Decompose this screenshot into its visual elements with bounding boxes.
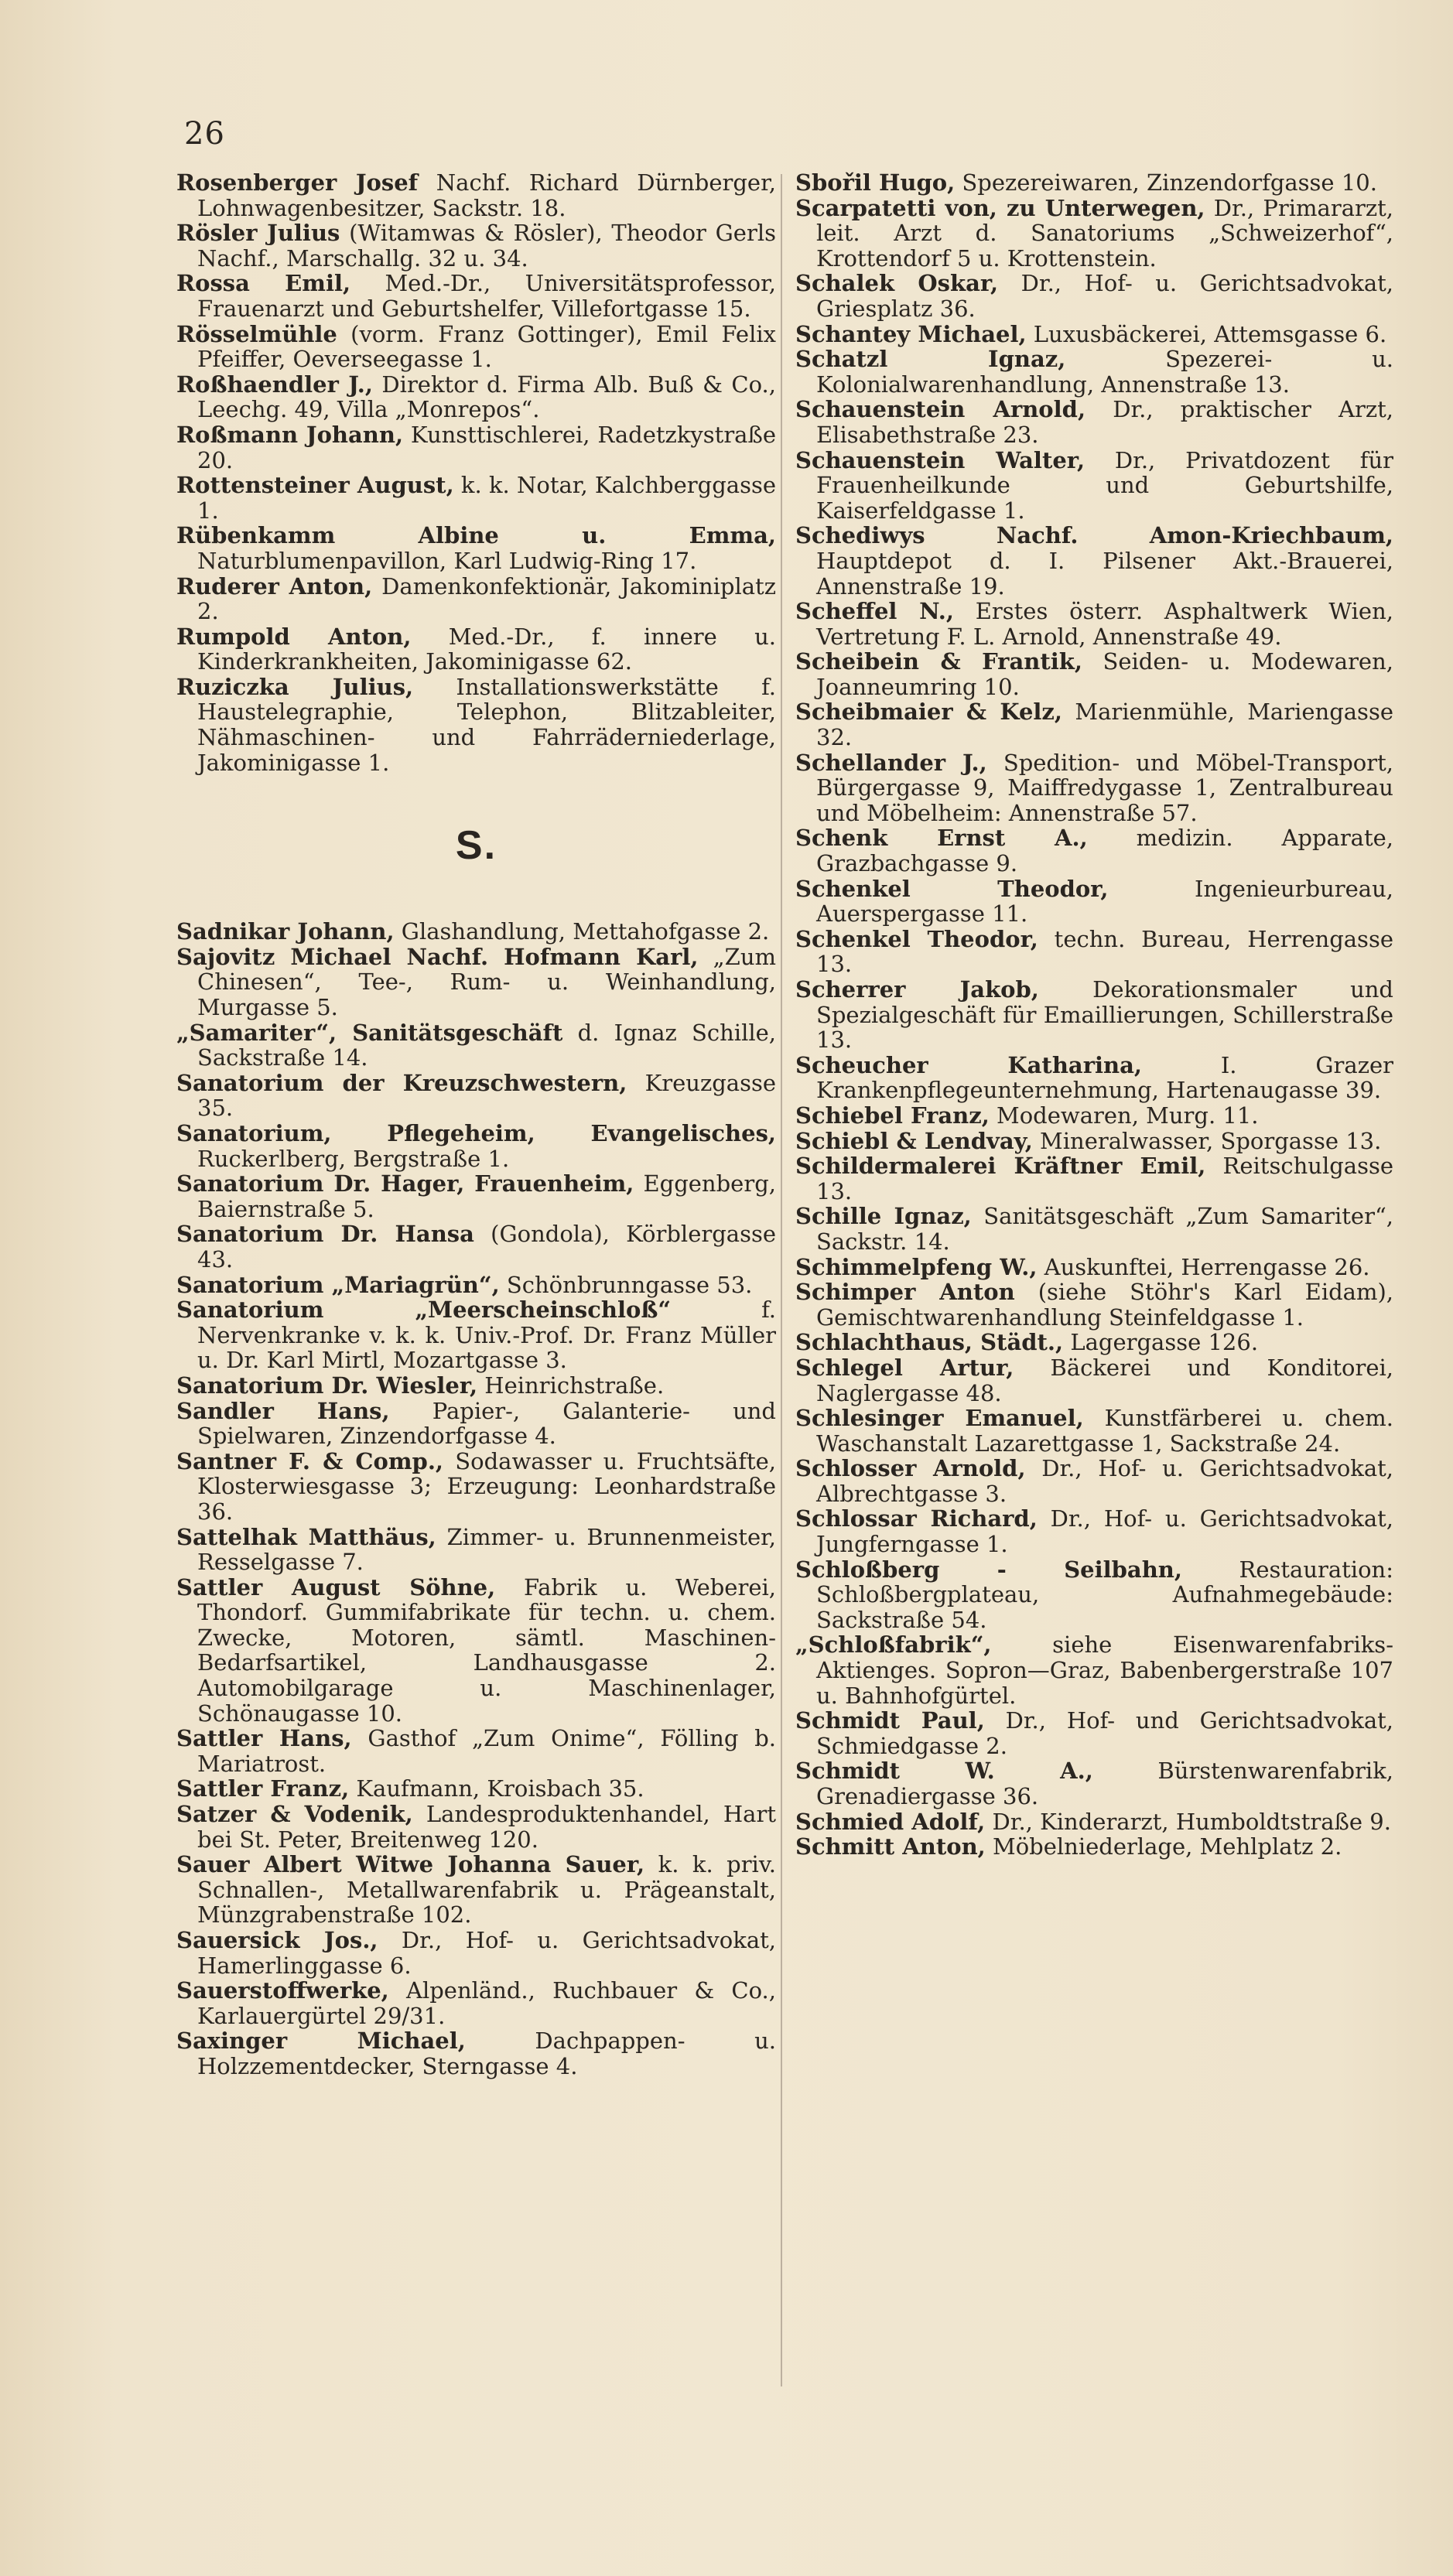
directory-entry bbox=[795, 1153, 1393, 1204]
entry-name: Scherrer Jakob, bbox=[795, 976, 1039, 1003]
section-letter: S. bbox=[455, 823, 497, 869]
entry-name: Scheibein & Frantik, bbox=[795, 648, 1082, 675]
directory-entry bbox=[176, 1525, 776, 1575]
entry-details: Papier-, Galanterie- und Spielwaren, Zinzendorfgasse 4. bbox=[197, 1397, 776, 1450]
entry-details: Dr., praktischer Arzt, Elisabethstraße 23. bbox=[816, 396, 1393, 448]
directory-entry bbox=[176, 945, 776, 1020]
entry-name: Schantey Michael, bbox=[795, 320, 1027, 347]
entry-name: Sanatorium Dr. Wiesler, bbox=[176, 1372, 478, 1399]
entry-name: Schenkel Theodor, bbox=[795, 875, 1109, 902]
entry-name: Schalek Oskar, bbox=[795, 270, 999, 297]
entry-details: Dr., Kinderarzt, Humboldtstraße 9. bbox=[985, 1808, 1391, 1835]
directory-entry bbox=[795, 170, 1393, 196]
entry-details: Kunsttischlerei, Radetzkystraße 20. bbox=[197, 421, 776, 473]
entry-name: Schiebel Franz, bbox=[795, 1102, 990, 1129]
directory-entry bbox=[176, 220, 776, 271]
entry-name: Schellander J., bbox=[795, 749, 987, 776]
entry-details: Dachpappen- u. Holzzementdecker, Sterngasse 4. bbox=[197, 2028, 776, 2079]
directory-entry bbox=[795, 271, 1393, 321]
page-number: 26 bbox=[184, 116, 225, 152]
directory-entry bbox=[176, 1928, 776, 1978]
directory-entry bbox=[795, 599, 1393, 649]
entry-details: I. Grazer Krankenpflegeunternehmung, Hartenaugasse 39. bbox=[816, 1051, 1393, 1104]
entry-details: k. k. Notar, Kalchberggasse 1. bbox=[197, 472, 776, 524]
directory-entry bbox=[795, 1506, 1393, 1556]
entry-name: Sauer Albert Witwe Johanna Sauer, bbox=[176, 1851, 645, 1878]
directory-entry bbox=[176, 919, 776, 945]
directory-entry bbox=[795, 196, 1393, 272]
entry-name: Schlesinger Emanuel, bbox=[795, 1405, 1084, 1432]
directory-entry bbox=[795, 927, 1393, 977]
directory-entry bbox=[795, 825, 1393, 876]
directory-entry bbox=[795, 750, 1393, 826]
directory-entry bbox=[176, 271, 776, 321]
directory-entry bbox=[795, 977, 1393, 1053]
entry-name: Sanatorium „Mariagrün“, bbox=[176, 1271, 500, 1298]
entry-details: Erstes österr. Asphaltwerk Wien, Vertretung F. L. Arnold, Annenstraße 49. bbox=[816, 598, 1393, 650]
entry-name: Rosenberger Josef bbox=[176, 169, 419, 196]
directory-entry bbox=[176, 1449, 776, 1525]
directory-entry bbox=[176, 1071, 776, 1121]
directory-entry bbox=[176, 170, 776, 220]
directory-entry bbox=[176, 1171, 776, 1221]
entry-name: Scheffel N., bbox=[795, 598, 954, 625]
entry-name: Ruderer Anton, bbox=[176, 572, 373, 600]
entry-details: Sanitätsgeschäft „Zum Samariter“, Sackstr. 14. bbox=[816, 1203, 1393, 1255]
entry-details: Dr., Hof- u. Gerichtsadvokat, Hamerlinggasse 6. bbox=[197, 1927, 776, 1979]
entry-name: Schimper Anton bbox=[795, 1279, 1015, 1306]
entry-name: Schediwys Nachf. Amon-Kriechbaum, bbox=[795, 522, 1393, 549]
entry-name: Sanatorium „Meerscheinschloß“ bbox=[176, 1297, 672, 1324]
entry-details: Landesproduktenhandel, Hart bei St. Peter, Breitenweg 120. bbox=[197, 1801, 776, 1853]
directory-entry bbox=[176, 523, 776, 573]
entry-name: Schlosser Arnold, bbox=[795, 1455, 1026, 1482]
entry-details: (Gondola), Körblergasse 43. bbox=[197, 1221, 777, 1273]
directory-entry bbox=[795, 1834, 1393, 1860]
directory-entry bbox=[176, 2028, 776, 2079]
directory-entry bbox=[176, 1121, 776, 1171]
directory-entry bbox=[795, 1129, 1393, 1154]
entry-name: Schmidt Paul, bbox=[795, 1707, 985, 1734]
directory-entry bbox=[795, 1557, 1393, 1633]
directory-entry bbox=[176, 322, 776, 372]
directory-entry bbox=[176, 574, 776, 624]
directory-entry bbox=[795, 322, 1393, 347]
entry-name: Rottensteiner August, bbox=[176, 472, 454, 499]
directory-entry bbox=[795, 1330, 1393, 1355]
entry-details: (vorm. Franz Gottinger), Emil Felix Pfeiffer, Oeverseegasse 1. bbox=[197, 320, 776, 373]
entry-name: Rumpold Anton, bbox=[176, 623, 412, 650]
entry-details: Sodawasser u. Fruchtsäfte, Klosterwiesgasse 3; Erzeugung: Leonhardstraße 36. bbox=[197, 1447, 776, 1525]
entry-name: Santner F. & Comp., bbox=[176, 1447, 444, 1474]
directory-entry bbox=[176, 1399, 776, 1449]
entry-details: Lagergasse 126. bbox=[1063, 1329, 1259, 1356]
entry-details: Eggenberg, Baiernstraße 5. bbox=[197, 1170, 776, 1222]
entry-details: d. Ignaz Schille, Sackstraße 14. bbox=[197, 1019, 776, 1071]
entry-name: Saxinger Michael, bbox=[176, 2028, 466, 2055]
entry-name: Sanatorium Dr. Hansa bbox=[176, 1221, 474, 1248]
entry-details: f. Nervenkranke v. k. k. Univ.-Prof. Dr. Franz Müller u. Dr. Karl Mirtl, Mozartgasse 3. bbox=[197, 1297, 776, 1374]
entry-name: Scarpatetti von, zu Unterwegen, bbox=[795, 194, 1205, 221]
entry-name: Sattler August Söhne, bbox=[176, 1573, 496, 1601]
entry-details: Gasthof „Zum Onime“, Fölling b. Mariatrost. bbox=[197, 1725, 776, 1777]
entry-details: Hauptdepot d. I. Pilsener Akt.-Brauerei, Annenstraße 19. bbox=[816, 547, 1393, 600]
entry-details: Bürstenwarenfabrik, Grenadiergasse 36. bbox=[816, 1758, 1393, 1809]
directory-entry bbox=[176, 1273, 776, 1298]
entry-name: Schauenstein Arnold, bbox=[795, 396, 1086, 423]
directory-entry bbox=[795, 523, 1393, 599]
entry-details: medizin. Apparate, Grazbachgasse 9. bbox=[816, 825, 1394, 877]
left-column bbox=[176, 170, 776, 2079]
entry-details: Fabrik u. Weberei, Thondorf. Gummifabrikate für techn. u. chem. Zwecke, Motoren, sämtl. Maschinen-Bedarfsartikel, Landhausgasse 2. Automobilgarage u. Maschinenlager, Schönaugasse 10. bbox=[197, 1573, 776, 1727]
entry-name: Rösler Julius bbox=[176, 220, 340, 247]
directory-entry bbox=[795, 1103, 1393, 1129]
directory-entry bbox=[176, 372, 776, 422]
entry-name: Schenk Ernst A., bbox=[795, 825, 1088, 852]
entry-name: Schmied Adolf, bbox=[795, 1808, 986, 1835]
entry-details: Restauration: Schloßbergplateau, Aufnahmegebäude: Sackstraße 54. bbox=[816, 1556, 1393, 1633]
directory-entry bbox=[795, 1406, 1393, 1456]
entry-details: Dr., Hof- u. Gerichtsadvokat, Griesplatz 36. bbox=[816, 270, 1394, 322]
directory-entry bbox=[795, 448, 1393, 524]
entry-details: Nachf. Richard Dürnberger, Lohnwagenbesitzer, Sackstr. 18. bbox=[197, 169, 776, 221]
entry-name: Schille Ignaz, bbox=[795, 1203, 972, 1230]
entry-details: Spezereiwaren, Zinzendorfgasse 10. bbox=[955, 169, 1377, 196]
directory-entry bbox=[795, 1279, 1393, 1330]
entries-s-right bbox=[795, 170, 1393, 1860]
entry-details: Alpenländ., Ruchbauer & Co., Karlauergürtel 29/31. bbox=[197, 1977, 776, 2029]
entry-name: Schiebl & Lendvay, bbox=[795, 1127, 1033, 1154]
entry-name: Roßhaendler J., bbox=[176, 371, 373, 398]
entry-details: Mineralwasser, Sporgasse 13. bbox=[1032, 1127, 1382, 1154]
entry-name: Sadnikar Johann, bbox=[176, 918, 395, 945]
entry-details: Kaufmann, Kroisbach 35. bbox=[349, 1775, 644, 1802]
entry-details: Schönbrunngasse 53. bbox=[499, 1271, 753, 1298]
entry-details: Installationswerkstätte f. Haustelegraphie, Telephon, Blitzableiter, Nähmaschinen- und Fahrräderniederlage, Jakominigasse 1. bbox=[197, 673, 776, 776]
entry-details: Ruckerlberg, Bergstraße 1. bbox=[197, 1145, 510, 1172]
directory-entry bbox=[176, 422, 776, 473]
entry-name: Schmitt Anton, bbox=[795, 1833, 986, 1860]
directory-entry bbox=[795, 1758, 1393, 1809]
directory-entry bbox=[795, 649, 1393, 699]
entry-details: techn. Bureau, Herrengasse 13. bbox=[816, 925, 1393, 978]
entry-name: Rösselmühle bbox=[176, 320, 337, 347]
entry-name: Sanatorium der Kreuzschwestern, bbox=[176, 1069, 627, 1096]
directory-entry bbox=[795, 1053, 1393, 1103]
entry-details: Damenkonfektionär, Jakominiplatz 2. bbox=[197, 572, 776, 625]
entries-r bbox=[176, 170, 776, 775]
entry-details: Spedition- und Möbel-Transport, Bürgergasse 9, Maiffredygasse 1, Zentralbureau und Möbelheim: Annenstraße 57. bbox=[816, 749, 1394, 826]
entry-name: Scheibmaier & Kelz, bbox=[795, 699, 1062, 726]
directory-entry bbox=[795, 1708, 1393, 1758]
directory-entry bbox=[795, 1355, 1393, 1406]
entry-name: Schloßberg - Seilbahn, bbox=[795, 1556, 1182, 1583]
entry-details: siehe Eisenwarenfabriks-Aktienges. Sopron—Graz, Babenbergerstraße 107 u. Bahnhofgürtel. bbox=[816, 1631, 1393, 1709]
entry-name: Sandler Hans, bbox=[176, 1397, 390, 1424]
entry-details: k. k. priv. Schnallen-, Metallwarenfabrik u. Prägeanstalt, Münzgrabenstraße 102. bbox=[197, 1851, 776, 1929]
entry-name: Sajovitz Michael Nachf. Hofmann Karl, bbox=[176, 943, 699, 970]
directory-entry bbox=[795, 347, 1393, 397]
entry-details: Ingenieurbureau, Auerspergasse 11. bbox=[816, 875, 1393, 928]
entry-details: Kreuzgasse 35. bbox=[197, 1069, 776, 1122]
entry-details: Direktor d. Firma Alb. Buß & Co., Leechg. 49, Villa „Monrepos“. bbox=[197, 371, 776, 423]
directory-entry bbox=[176, 1020, 776, 1071]
directory-entry bbox=[176, 1978, 776, 2028]
entry-name: Sanatorium Dr. Hager, Frauenheim, bbox=[176, 1170, 634, 1197]
entry-name: Schlossar Richard, bbox=[795, 1505, 1038, 1532]
entry-name: Ruziczka Julius, bbox=[176, 673, 414, 700]
directory-entry bbox=[176, 1221, 776, 1272]
entry-name: Sbořil Hugo, bbox=[795, 169, 956, 196]
entry-details: Glashandlung, Mettahofgasse 2. bbox=[394, 918, 770, 945]
entry-details: Auskunftei, Herrengasse 26. bbox=[1037, 1253, 1370, 1280]
directory-entry bbox=[176, 1776, 776, 1802]
entry-details: Dr., Hof- u. Gerichtsadvokat, Albrechtgasse 3. bbox=[816, 1455, 1394, 1507]
entry-name: Sauerstoffwerke, bbox=[176, 1977, 389, 2004]
entry-details: Reitschulgasse 13. bbox=[816, 1153, 1393, 1204]
directory-entry bbox=[795, 1255, 1393, 1280]
entry-details: Bäckerei und Konditorei, Naglergasse 48. bbox=[816, 1354, 1393, 1406]
directory-entry bbox=[795, 1204, 1393, 1254]
directory-entry bbox=[795, 1632, 1393, 1708]
entry-name: Schlegel Artur, bbox=[795, 1354, 1014, 1381]
entry-name: Schildermalerei Kräftner Emil, bbox=[795, 1153, 1206, 1180]
entry-details: Dr., Primararzt, leit. Arzt d. Sanatoriums „Schweizerhof“, Krottendorf 5 u. Krottenstein. bbox=[816, 194, 1393, 272]
entry-name: Rübenkamm Albine u. Emma, bbox=[176, 522, 776, 549]
directory-entry bbox=[176, 624, 776, 675]
entry-name: Roßmann Johann, bbox=[176, 421, 404, 448]
entry-details: Kunstfärberei u. chem. Waschanstalt Lazarettgasse 1, Sackstraße 24. bbox=[816, 1405, 1393, 1457]
entry-name: Sattler Hans, bbox=[176, 1725, 352, 1752]
entry-name: Scheucher Katharina, bbox=[795, 1051, 1142, 1078]
directory-entry bbox=[795, 699, 1393, 750]
entry-details: Naturblumenpavillon, Karl Ludwig-Ring 17. bbox=[197, 547, 697, 574]
directory-entry bbox=[176, 1575, 776, 1727]
entry-name: Schatzl Ignaz, bbox=[795, 346, 1066, 373]
entries-s-left bbox=[176, 919, 776, 2079]
entry-name: Sauersick Jos., bbox=[176, 1927, 378, 1953]
entry-details: Dr., Hof- u. Gerichtsadvokat, Jungferngasse 1. bbox=[816, 1505, 1394, 1558]
right-column bbox=[795, 170, 1393, 1860]
entry-name: Schmidt W. A., bbox=[795, 1758, 1093, 1785]
directory-entry bbox=[176, 1802, 776, 1852]
entry-name: „Samariter“, Sanitätsgeschäft bbox=[176, 1019, 563, 1046]
entry-details: Zimmer- u. Brunnenmeister, Resselgasse 7. bbox=[197, 1523, 776, 1576]
entry-details: Med.-Dr., Universitätsprofessor, Frauenarzt und Geburtshelfer, Villefortgasse 15. bbox=[197, 270, 776, 322]
entry-name: Sattelhak Matthäus, bbox=[176, 1523, 436, 1550]
entry-details: Heinrichstraße. bbox=[477, 1372, 665, 1399]
column-divider bbox=[781, 174, 782, 2386]
directory-entry bbox=[176, 1373, 776, 1399]
directory-entry bbox=[795, 876, 1393, 927]
entry-details: Möbelniederlage, Mehlplatz 2. bbox=[985, 1833, 1342, 1860]
entry-name: „Schloßfabrik“, bbox=[795, 1631, 992, 1659]
entry-details: (Witamwas & Rösler), Theodor Gerls Nachf., Marschallg. 32 u. 34. bbox=[197, 220, 776, 272]
entry-details: (siehe Stöhr's Karl Eidam), Gemischtwarenhandlung Steinfeldgasse 1. bbox=[816, 1279, 1393, 1331]
entry-name: Schenkel Theodor, bbox=[795, 925, 1038, 952]
entry-name: Schimmelpfeng W., bbox=[795, 1253, 1038, 1280]
entry-name: Schlachthaus, Städt., bbox=[795, 1329, 1064, 1356]
entry-details: Dekorationsmaler und Spezialgeschäft für Emaillierungen, Schillerstraße 13. bbox=[816, 976, 1393, 1054]
entry-details: Luxusbäckerei, Attemsgasse 6. bbox=[1026, 320, 1387, 347]
directory-entry bbox=[795, 1809, 1393, 1835]
directory-entry bbox=[176, 473, 776, 523]
directory-entry bbox=[176, 675, 776, 775]
entry-details: Dr., Hof- und Gerichtsadvokat, Schmiedgasse 2. bbox=[816, 1707, 1394, 1759]
entry-details: Spezerei- u. Kolonialwarenhandlung, Annenstraße 13. bbox=[816, 346, 1394, 398]
entry-name: Schauenstein Walter, bbox=[795, 446, 1085, 473]
directory-entry bbox=[176, 1297, 776, 1373]
entry-details: Dr., Privatdozent für Frauenheilkunde und Geburtshilfe, Kaiserfeldgasse 1. bbox=[816, 446, 1393, 524]
entry-name: Sattler Franz, bbox=[176, 1775, 350, 1802]
entry-details: Med.-Dr., f. innere u. Kinderkrankheiten, Jakominigasse 62. bbox=[197, 623, 776, 675]
entry-details: „Zum Chinesen“, Tee-, Rum- u. Weinhandlung, Murgasse 5. bbox=[197, 943, 776, 1021]
entry-name: Rossa Emil, bbox=[176, 270, 351, 297]
directory-entry bbox=[795, 397, 1393, 447]
entry-details: Seiden- u. Modewaren, Joanneumring 10. bbox=[816, 648, 1393, 700]
entry-details: Modewaren, Murg. 11. bbox=[989, 1102, 1259, 1129]
directory-entry bbox=[795, 1456, 1393, 1506]
entry-name: Sanatorium, Pflegeheim, Evangelisches, bbox=[176, 1120, 776, 1146]
entry-name: Satzer & Vodenik, bbox=[176, 1801, 413, 1828]
directory-entry bbox=[176, 1852, 776, 1928]
entry-details: Marienmühle, Mariengasse 32. bbox=[816, 699, 1393, 751]
directory-entry bbox=[176, 1726, 776, 1776]
